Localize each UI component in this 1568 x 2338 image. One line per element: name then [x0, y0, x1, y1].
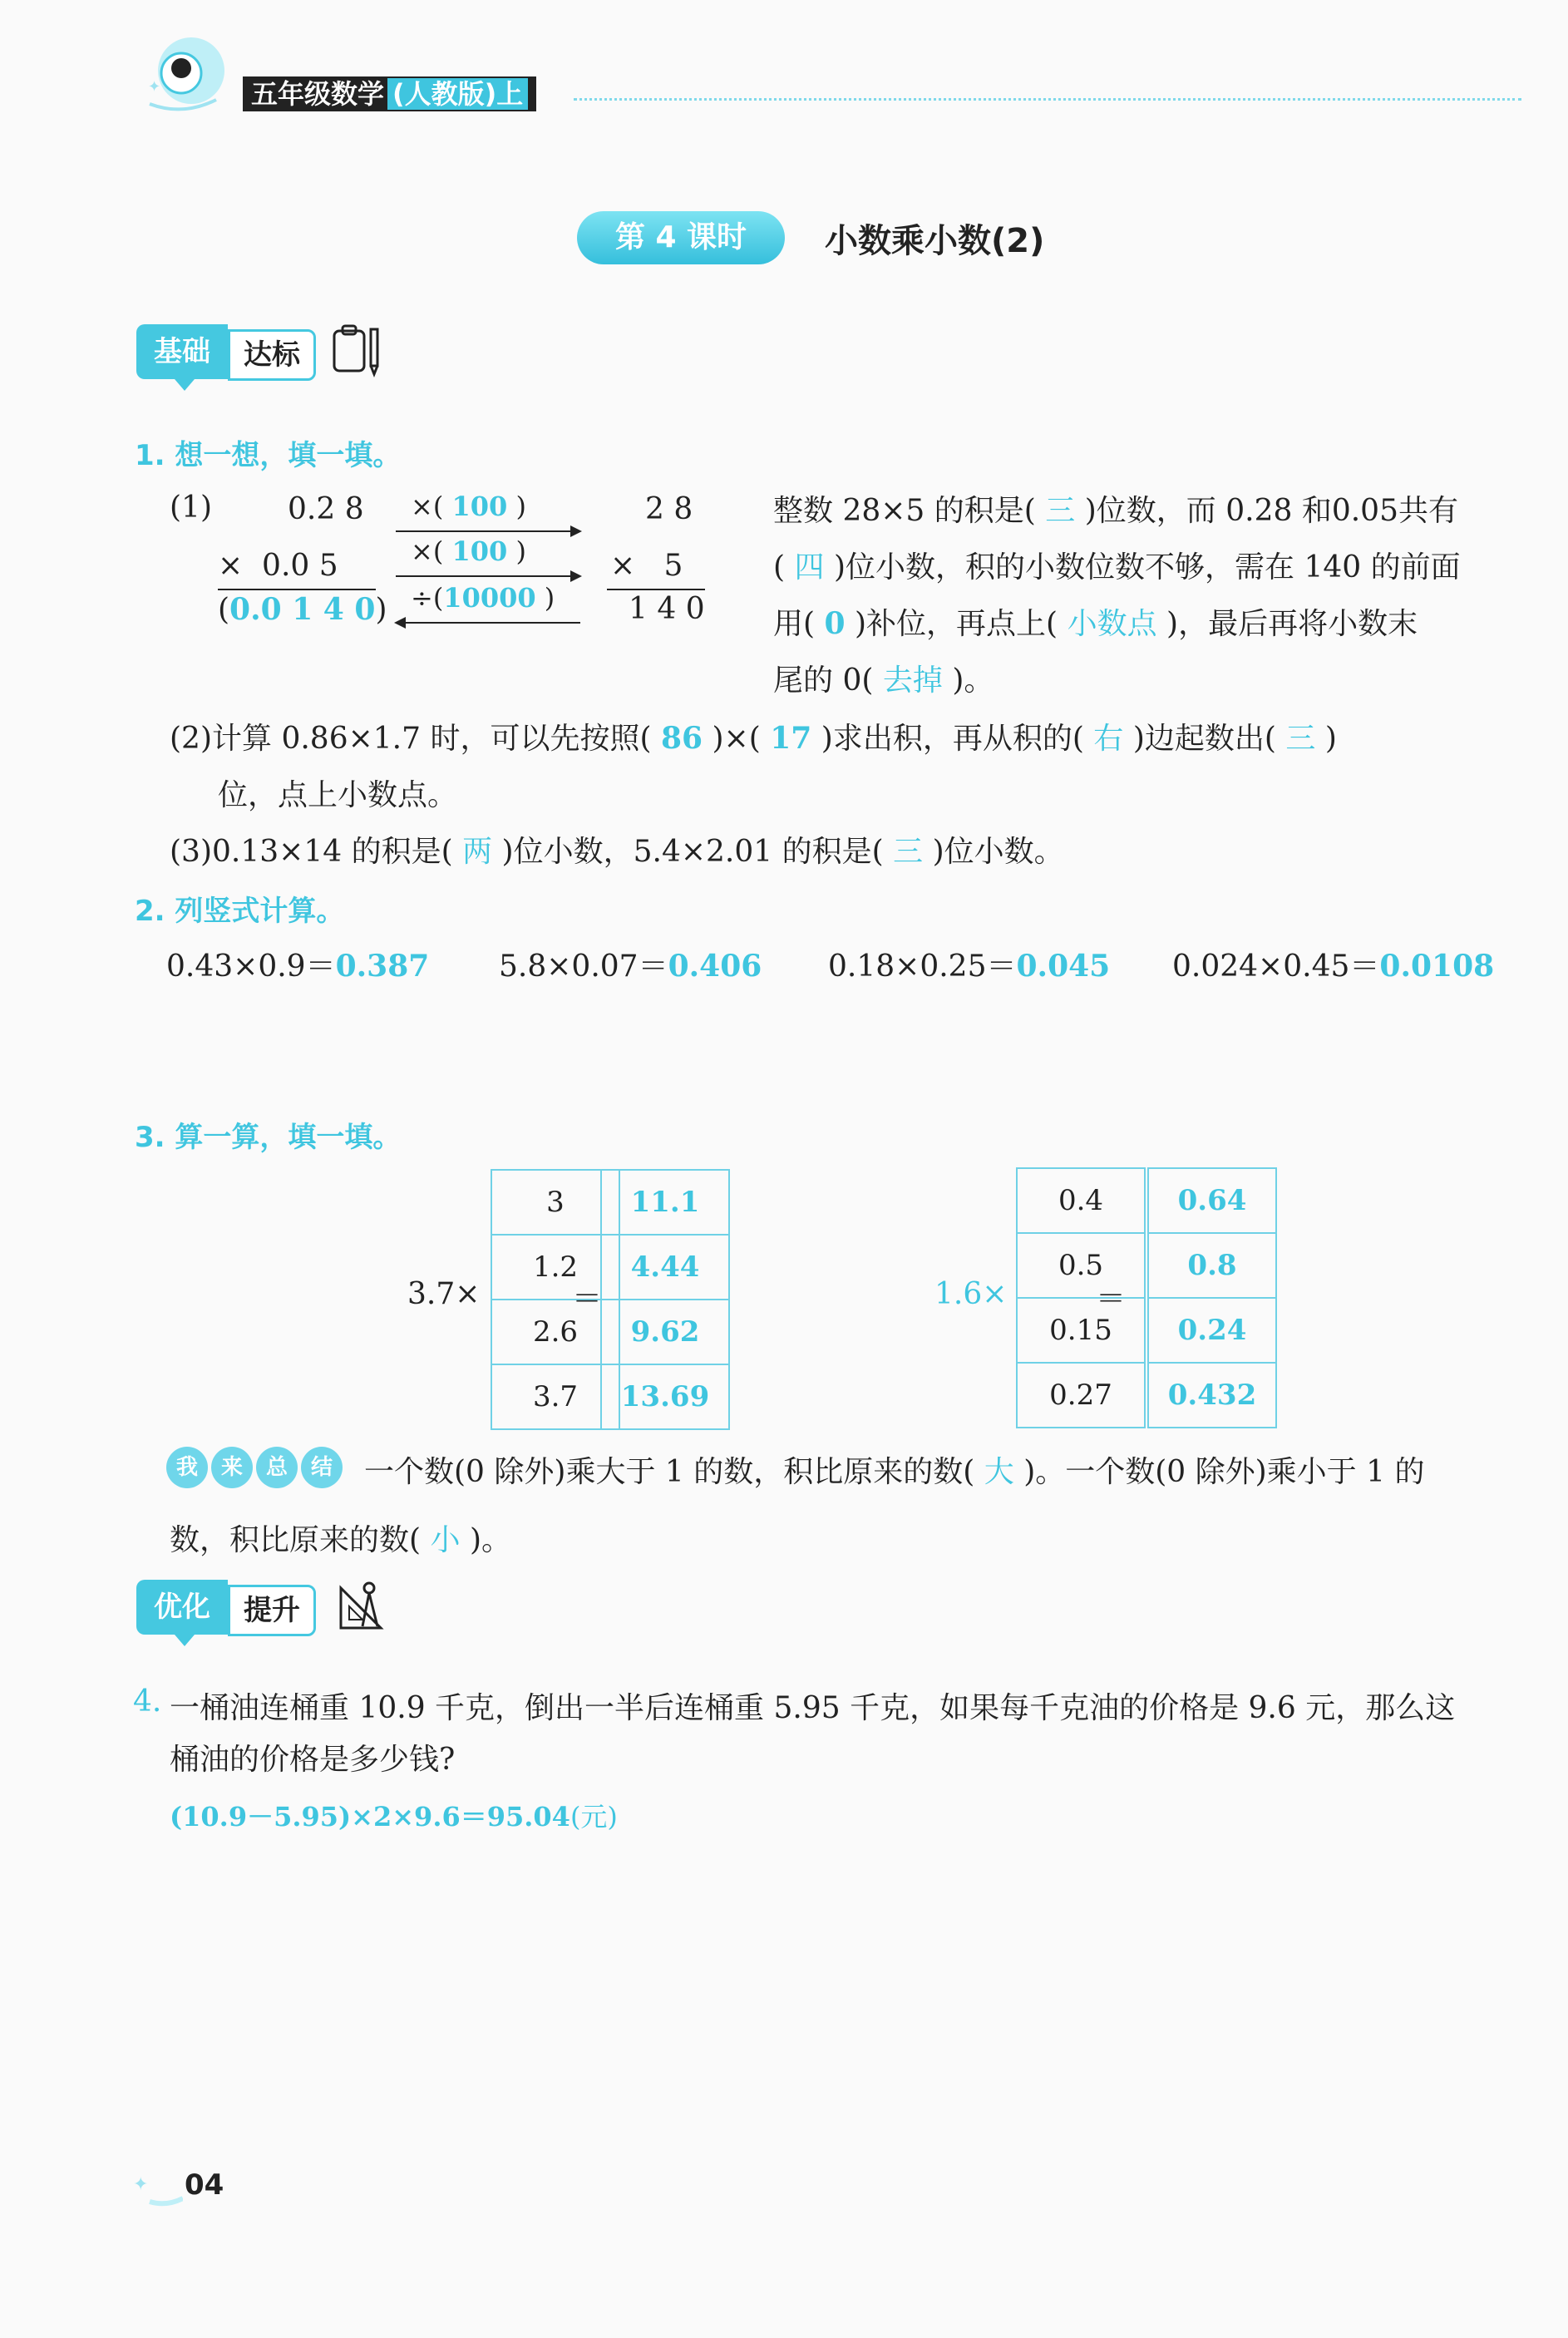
t2a: ( [773, 550, 786, 584]
summary-tag-char: 结 [301, 1447, 343, 1488]
grid-cell: 2.6 [491, 1300, 619, 1364]
q1-p1-label: (1) [170, 491, 212, 525]
answer-d: 小数点 [1067, 607, 1157, 641]
q3-right-input-grid [1016, 1167, 1146, 1428]
q1-right-rule [607, 589, 705, 590]
section-tag-tail [175, 1635, 195, 1646]
arrow1-close: ) [515, 491, 526, 522]
q3-right-multiplier: 1.6× [934, 1277, 1008, 1311]
book-title: 五年级数学 [251, 78, 385, 110]
q2-item-1 [166, 943, 429, 985]
answer-e: 去掉 [882, 663, 943, 698]
q1-explain-line3 [773, 600, 1418, 643]
q2-answer: 0.387 [335, 949, 430, 984]
p3-t1: (3)0.13×14 的积是( [170, 835, 453, 869]
q1-left-mid: × 0.0 5 [218, 549, 338, 583]
q1-right-bottom: 1 4 0 [629, 592, 705, 626]
arrow-left-3 [396, 622, 580, 624]
grid-cell: 0.432 [1148, 1363, 1276, 1428]
q1-heading: 1. 想一想，填一填。 [135, 439, 402, 472]
q4-answer-expr: (10.9－5.95)×2×9.6＝95.04 [170, 1801, 570, 1832]
q3-heading: 3. 算一算，填一填。 [135, 1121, 402, 1154]
mascot-logo [133, 25, 233, 125]
q1-left-answer: (0.0 1 4 0) [218, 592, 387, 627]
grid-cell: 0.8 [1148, 1233, 1276, 1298]
lesson-title: 小数乘小数(2) [825, 222, 1045, 260]
grid-cell: 3 [491, 1170, 619, 1235]
p3-t2: )位小数，5.4×2.01 的积是( [501, 835, 884, 869]
arrow2-answer: 100 [451, 535, 508, 567]
summary-tag-char: 来 [211, 1447, 253, 1488]
arrow2-close: ) [515, 535, 526, 567]
grid-cell: 0.27 [1017, 1363, 1145, 1428]
q1-left-rule [218, 589, 376, 590]
p2-t5: ) [1324, 722, 1337, 756]
summary-tag-char: 我 [166, 1447, 208, 1488]
t4a: 尾的 0( [773, 663, 874, 698]
section-tag-tail [175, 379, 195, 391]
summary-line1 [364, 1448, 1424, 1491]
section-tag-left: 基础 [136, 324, 228, 379]
book-edition [387, 78, 528, 110]
grid-cell: 9.62 [601, 1300, 729, 1364]
summary-a2: 小 [430, 1523, 461, 1557]
t3b: )补位，再点上( [855, 607, 1058, 641]
section-tag-right: 提升 [228, 1585, 316, 1636]
q1-p2-line2: 位，点上小数点。 [218, 778, 458, 812]
q2-answer: 0.0108 [1379, 949, 1495, 984]
clipboard-pencil-icon [328, 321, 386, 382]
t3a: 用( [773, 607, 816, 641]
p2-t4: )边起数出( [1132, 722, 1276, 756]
q1-left-top: 0.2 8 [288, 492, 364, 526]
answer-a: 三 [1045, 494, 1076, 528]
q1-right-mid: × 5 [610, 549, 683, 583]
grid-cell: 1.2 [491, 1235, 619, 1300]
grid-cell: 0.5 [1017, 1233, 1145, 1298]
lesson-badge: 第 4 课时 [577, 211, 785, 264]
grid-cell: 0.64 [1148, 1168, 1276, 1233]
edition-text: (人教版) [392, 78, 497, 110]
section-advance-tag [136, 1580, 316, 1645]
p2-t2: )×( [712, 722, 761, 756]
q1-right-top: 2 8 [645, 492, 693, 526]
q1-arrow1-label [411, 491, 526, 522]
p2-a4: 三 [1285, 722, 1316, 756]
grid-cell: 0.4 [1017, 1168, 1145, 1233]
ruler-compass-icon [336, 1576, 394, 1638]
page-number: 04 [185, 2168, 224, 2202]
q4-number: 4. [133, 1684, 162, 1719]
q2-answer: 0.045 [1016, 949, 1111, 984]
header-divider [574, 98, 1521, 101]
arrow1-answer: 100 [451, 491, 508, 522]
grid-cell: 0.15 [1017, 1298, 1145, 1363]
q4-answer-unit: (元) [570, 1801, 618, 1832]
answer-c: 0 [824, 606, 846, 641]
arrow3-answer: 10000 [443, 582, 536, 614]
p2-a3: 右 [1093, 722, 1124, 756]
q2-expr: 0.18×0.25＝ [828, 950, 1017, 984]
q2-expr: 5.8×0.07＝ [499, 950, 668, 984]
q4-line1: 一桶油连桶重 10.9 千克，倒出一半后连桶重 5.95 千克，如果每千克油的价格是 9.6 元，那么这 [170, 1691, 1456, 1725]
summary-t3: 数，积比原来的数( [170, 1523, 422, 1557]
q1-explain-line2 [773, 544, 1461, 586]
q3-left-result-grid [600, 1169, 730, 1430]
p2-t3: )求出积，再从积的( [821, 722, 1084, 756]
p3-a1: 两 [462, 835, 493, 869]
q3-left-equals: ＝ [572, 1282, 603, 1316]
svg-text:✦: ✦ [148, 78, 161, 96]
q1-explain-line4 [773, 657, 994, 699]
section-tag-left: 优化 [136, 1580, 228, 1635]
grid-cell: 4.44 [601, 1235, 729, 1300]
arrow1-op: ×( [411, 491, 444, 522]
grid-cell: 3.7 [491, 1364, 619, 1429]
q4-line2: 桶油的价格是多少钱? [170, 1743, 456, 1777]
summary-t2: )。一个数(0 除外)乘小于 1 的 [1023, 1455, 1425, 1489]
summary-tag [166, 1447, 359, 1488]
q2-heading: 2. 列竖式计算。 [135, 895, 345, 928]
q2-item-3 [828, 943, 1110, 985]
arrow-right-1 [396, 530, 580, 532]
p2-a1: 86 [660, 721, 703, 756]
summary-t1: 一个数(0 除外)乘大于 1 的数，积比原来的数( [364, 1455, 975, 1489]
t3c: )，最后再将小数末 [1166, 607, 1418, 641]
arrow3-close: ) [544, 582, 555, 614]
q3-left-multiplier: 3.7× [407, 1277, 481, 1311]
summary-a1: 大 [984, 1455, 1014, 1489]
q1-arrow3-label [411, 582, 555, 614]
grid-cell: 13.69 [601, 1364, 729, 1429]
q2-item-4 [1172, 943, 1494, 985]
t1a: 整数 28×5 的积是( [773, 494, 1036, 528]
q3-right-equals: ＝ [1096, 1282, 1127, 1316]
section-basic-tag [136, 324, 316, 389]
summary-tag-char: 总 [256, 1447, 298, 1488]
q2-answer: 0.406 [668, 949, 762, 984]
svg-text:✦: ✦ [133, 2174, 149, 2195]
q1-p3 [170, 828, 1064, 871]
q1-p2-line1 [170, 715, 1337, 757]
summary-t4: )。 [469, 1523, 512, 1557]
t4b: )。 [952, 663, 994, 698]
left-answer-value: 0.0 1 4 0 [229, 592, 376, 627]
summary-line2 [170, 1517, 511, 1559]
section-tag-right: 达标 [228, 329, 316, 381]
p2-a2: 17 [770, 721, 812, 756]
t2b: )位小数，积的小数位数不够，需在 140 的前面 [833, 550, 1461, 584]
q1-arrow2-label [411, 535, 526, 567]
grid-cell: 11.1 [601, 1170, 729, 1235]
q2-item-2 [499, 943, 762, 985]
q3-right-result-grid [1147, 1167, 1277, 1428]
q4-answer [170, 1796, 618, 1834]
arrow-right-2 [396, 575, 580, 577]
q2-expr: 0.024×0.45＝ [1172, 950, 1380, 984]
q2-expr: 0.43×0.9＝ [166, 950, 336, 984]
p3-t3: )位小数。 [932, 835, 1064, 869]
p2-t1: (2)计算 0.86×1.7 时，可以先按照( [170, 722, 652, 756]
grid-cell: 0.24 [1148, 1298, 1276, 1363]
book-title-badge [243, 76, 536, 111]
p3-a2: 三 [893, 835, 924, 869]
arrow2-op: ×( [411, 535, 444, 567]
answer-b: 四 [794, 550, 825, 584]
footer-ornament [133, 2165, 183, 2210]
volume-text: 上 [496, 78, 524, 110]
q1-explain-line1 [773, 487, 1458, 530]
t1b: )位数，而 0.28 和0.05共有 [1084, 494, 1458, 528]
arrow3-op: ÷( [411, 582, 444, 614]
